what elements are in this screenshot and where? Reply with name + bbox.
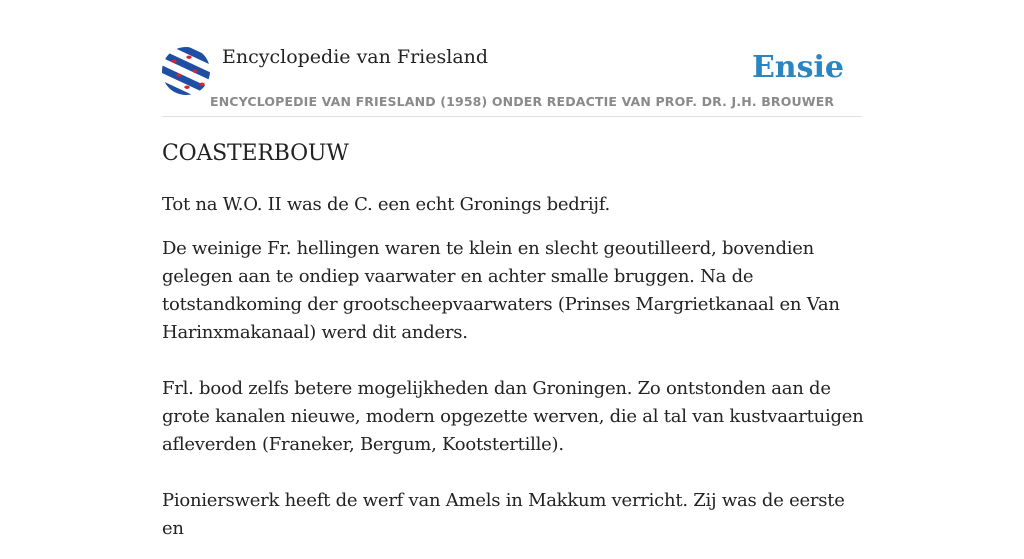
brand-logo-text[interactable]: Ensie <box>751 50 844 85</box>
article-paragraph: Tot na W.O. II was de C. een echt Gronings bedrijf. <box>162 194 610 215</box>
article-paragraph: Pionierswerk heeft de werf van Amels in Makkum verricht. Zij was de eerste en <box>162 490 845 539</box>
article-paragraph: Frl. bood zelfs betere mogelijkheden dan Groningen. Zo ontstonden aan de grote kanalen nieuwe, modern opgezette werven, die al tal van kustvaartuigen afleverden (Franeker, Bergum, Kootstertille). <box>162 378 864 455</box>
site-title[interactable]: Encyclopedie van Friesland <box>222 46 489 68</box>
article-paragraph: De weinige Fr. hellingen waren te klein en slecht geoutilleerd, bovendien gelegen aan te ondiep vaarwater en achter smalle bruggen. Na de totstandkoming der grootscheepvaarwaters (Prinses Margrietkanaal en Van Harinxmakanaal) werd dit anders. <box>162 238 840 343</box>
article-title: COASTERBOUW <box>162 141 349 166</box>
article <box>162 138 864 559</box>
frisian-flag-icon[interactable] <box>162 47 210 95</box>
site-subtitle: ENCYCLOPEDIE VAN FRIESLAND (1958) ONDER REDACTIE VAN PROF. DR. J.H. BROUWER <box>210 94 835 109</box>
site-header <box>162 44 862 117</box>
